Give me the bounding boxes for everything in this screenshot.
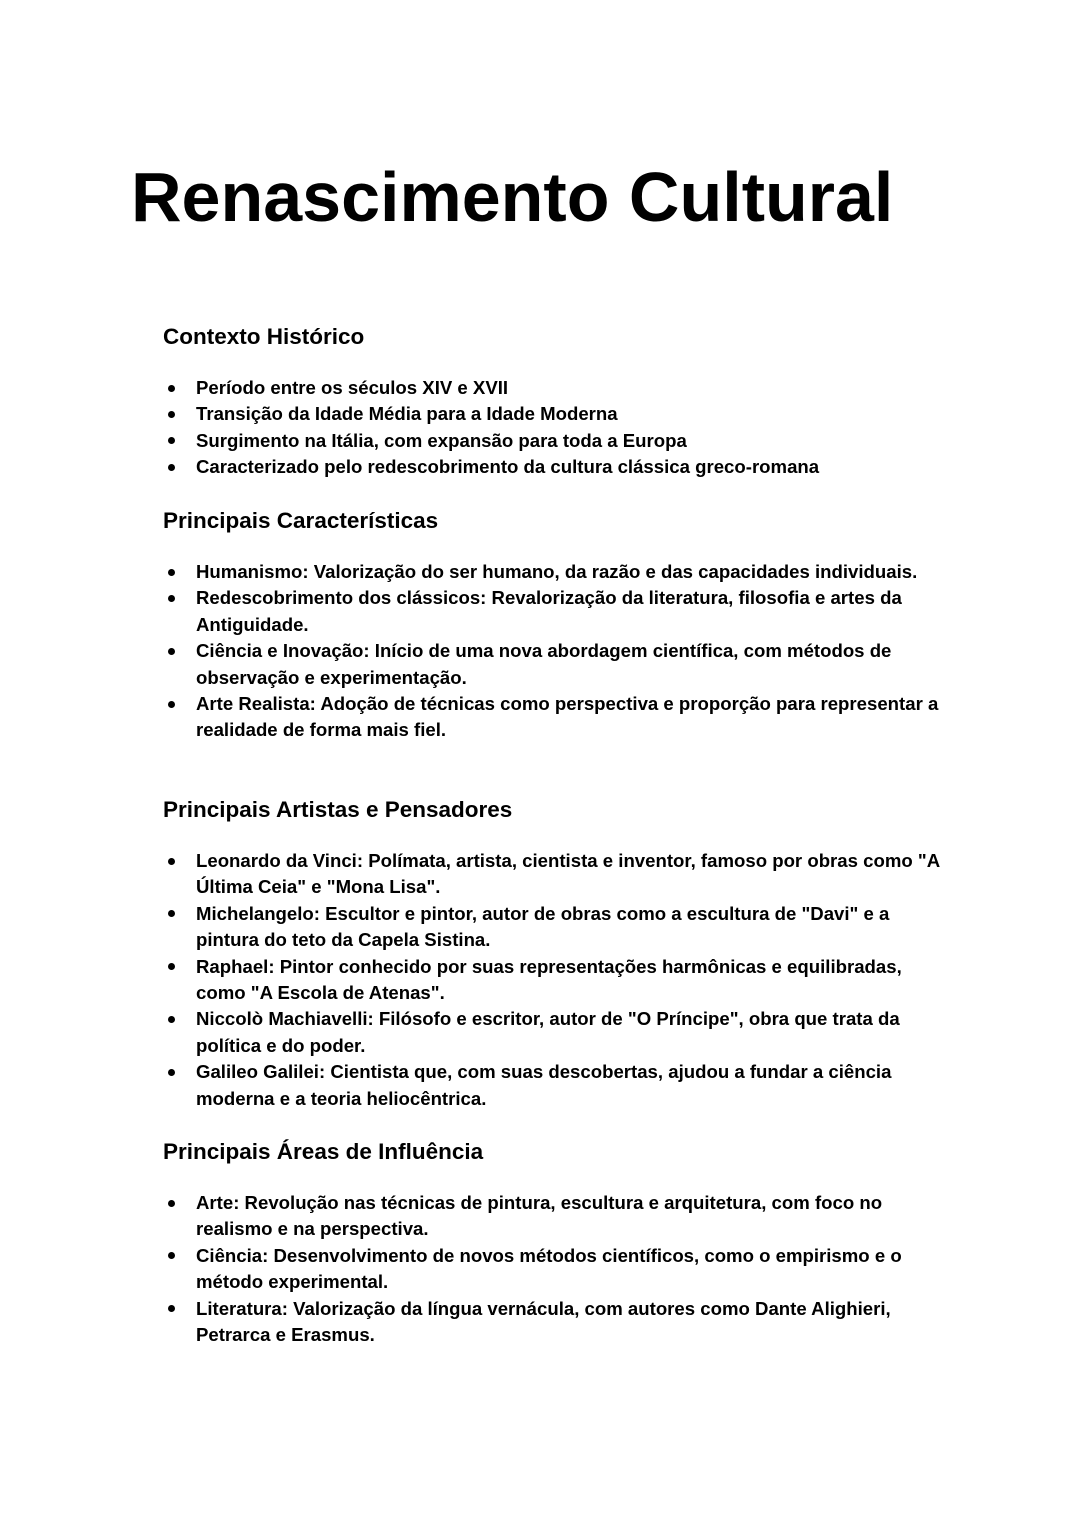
bullet-icon [168, 569, 175, 576]
bullet-icon [168, 648, 175, 655]
list-item-text: Arte: Revolução nas técnicas de pintura, escultura e arquitetura, com foco no realismo e na perspectiva. [196, 1192, 883, 1240]
list-item [163, 901, 956, 954]
bullet-icon [168, 1200, 175, 1207]
list-item [163, 954, 956, 1007]
list-item [163, 1059, 956, 1112]
list-item [163, 559, 956, 585]
section-principais-artistas [163, 795, 963, 1112]
bullet-icon [168, 858, 175, 865]
page-title: Renascimento Cultural [131, 158, 894, 236]
bullet-icon [168, 385, 175, 392]
list-item-text: Galileo Galilei: Cientista que, com suas descobertas, ajudou a fundar a ciência moderna e a teoria heliocêntrica. [196, 1061, 892, 1109]
bullet-icon [168, 1252, 175, 1259]
list-item-text: Ciência e Inovação: Início de uma nova abordagem científica, com métodos de observação e experimentação. [196, 640, 892, 688]
list-item-text: Arte Realista: Adoção de técnicas como perspectiva e proporção para representar a realidade de forma mais fiel. [196, 693, 939, 741]
list-item-text: Surgimento na Itália, com expansão para toda a Europa [196, 429, 687, 451]
list-item-text: Transição da Idade Média para a Idade Moderna [196, 403, 618, 425]
list-item-text: Michelangelo: Escultor e pintor, autor de obras como a escultura de "Davi" e a pintura do teto da Capela Sistina. [196, 902, 890, 951]
list-item-text: Caracterizado pelo redescobrimento da cultura clássica greco-romana [196, 456, 820, 478]
bullet-icon [168, 1069, 175, 1076]
bullet-icon [168, 963, 175, 970]
bullet-icon [168, 910, 175, 917]
list-item [163, 1296, 956, 1349]
section-principais-caracteristicas [163, 506, 963, 744]
list-item [163, 638, 956, 691]
list-item [163, 848, 956, 901]
list-item-text: Literatura: Valorização da língua vernácula, com autores como Dante Alighieri, Petrarca e Erasmus. [196, 1297, 891, 1346]
bullet-list [163, 848, 963, 1112]
bullet-list [163, 559, 963, 744]
section-heading: Principais Características [163, 508, 439, 533]
bullet-list [163, 1190, 963, 1348]
list-item-text: Niccolò Machiavelli: Filósofo e escritor, autor de "O Príncipe", obra que trata da política e do poder. [196, 1008, 900, 1056]
bullet-icon [168, 701, 175, 708]
list-item-text: Redescobrimento dos clássicos: Revalorização da literatura, filosofia e artes da Antiguidade. [196, 587, 902, 635]
bullet-list [163, 375, 963, 481]
section-heading: Principais Artistas e Pensadores [163, 797, 513, 822]
list-item-text: Humanismo: Valorização do ser humano, da razão e das capacidades individuais. [196, 561, 918, 582]
list-item [163, 401, 956, 427]
list-item [163, 375, 956, 401]
list-item-text: Raphael: Pintor conhecido por suas representações harmônicas e equilibradas, como "A Escola de Atenas". [196, 955, 902, 1004]
list-item [163, 1190, 956, 1243]
bullet-icon [168, 411, 175, 418]
section-areas-de-influencia [163, 1137, 963, 1348]
bullet-icon [168, 464, 175, 471]
bullet-icon [168, 437, 175, 444]
bullet-icon [168, 595, 175, 602]
list-item-text: Período entre os séculos XIV e XVII [196, 377, 509, 398]
list-item [163, 428, 956, 454]
bullet-icon [168, 1016, 175, 1023]
list-item [163, 585, 956, 638]
section-heading: Principais Áreas de Influência [163, 1139, 484, 1164]
list-item-text: Ciência: Desenvolvimento de novos métodos científicos, como o empirismo e o método experimental. [196, 1244, 902, 1293]
section-heading: Contexto Histórico [163, 324, 365, 349]
bullet-icon [168, 1305, 175, 1312]
list-item [163, 1006, 956, 1059]
list-item [163, 454, 956, 480]
list-item [163, 691, 956, 744]
section-contexto-historico [163, 322, 963, 481]
list-item-text: Leonardo da Vinci: Polímata, artista, cientista e inventor, famoso por obras como "A Última Ceia" e "Mona Lisa". [196, 850, 940, 898]
list-item [163, 1243, 956, 1296]
